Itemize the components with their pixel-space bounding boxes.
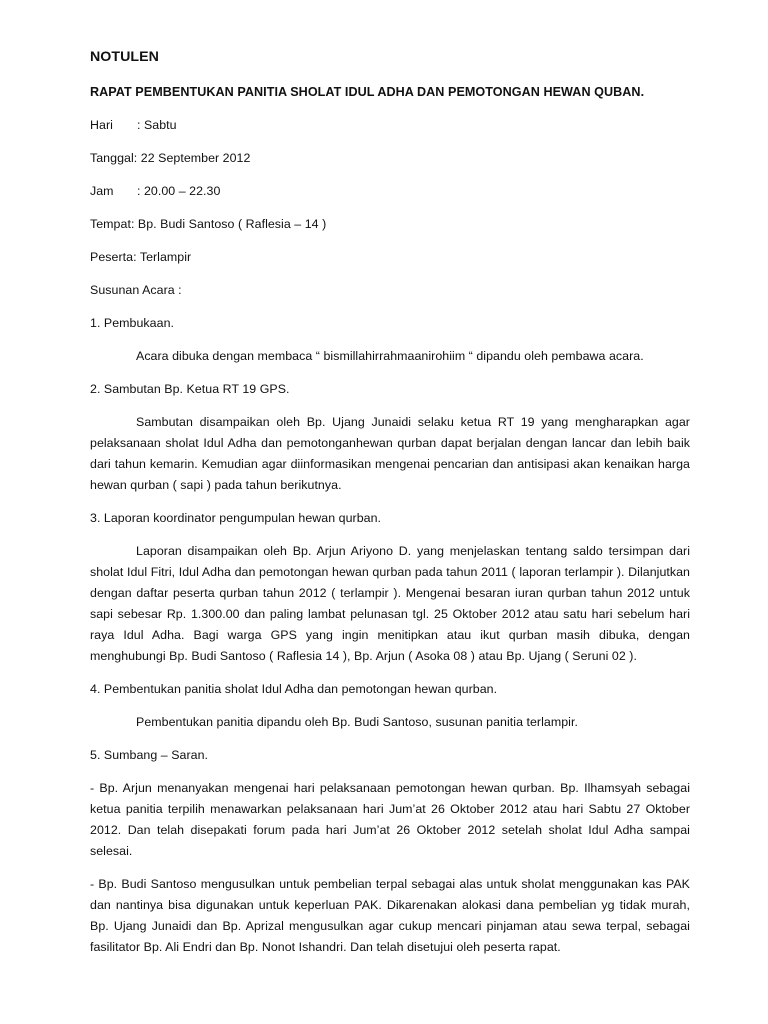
- agenda-item-4-heading: 4. Pembentukan panitia sholat Idul Adha dan pemotongan hewan qurban.: [90, 682, 498, 696]
- agenda-item-3-heading: 3. Laporan koordinator pengumpulan hewan qurban.: [90, 511, 382, 525]
- field-peserta-label: Peserta: [90, 250, 134, 264]
- agenda-item-5-heading: 5. Sumbang – Saran.: [90, 748, 209, 762]
- field-tempat-value: : Bp. Budi Santoso ( Raflesia – 14 ): [130, 217, 327, 231]
- field-hari-label: Hari: [90, 118, 113, 132]
- field-tempat: [90, 214, 690, 235]
- field-hari: [90, 115, 690, 136]
- field-tanggal: [90, 148, 690, 169]
- agenda-item-2-body: Sambutan disampaikan oleh Bp. Ujang Junaidi selaku ketua RT 19 yang mengharapkan agar pelaksanaan sholat Idul Adha dan pemotonganhewan qurban dapat berjalan dengan lancar dan lebih baik dari tahun kemarin. Kemudian agar diinformasikan mengenai pencarian dan antisipasi akan kenaikan harga hewan qurban ( sapi ) pada tahun berikutnya.: [90, 415, 690, 492]
- field-jam-label: Jam: [90, 184, 114, 198]
- field-tanggal-label: Tanggal: [90, 151, 134, 165]
- agenda-item-1-body: Acara dibuka dengan membaca “ bismillahirrahmaanirohiim “ dipandu oleh pembawa acara.: [136, 349, 644, 363]
- agenda-item-2-heading: 2. Sambutan Bp. Ketua RT 19 GPS.: [90, 382, 290, 396]
- agenda-item-1-heading: 1. Pembukaan.: [90, 316, 174, 330]
- document-subtitle: RAPAT PEMBENTUKAN PANITIA SHOLAT IDUL ADHA DAN PEMOTONGAN HEWAN QUBAN.: [90, 85, 645, 99]
- agenda-item-3-body: Laporan disampaikan oleh Bp. Arjun Ariyono D. yang menjelaskan tentang saldo tersimpan dari sholat Idul Fitri, Idul Adha dan pemotongan hewan qurban pada tahun 2011 ( laporan terlampir ). Dilanjutkan dengan daftar peserta qurban tahun 2012 ( terlampir ). Mengenai besaran iuran qurban tahun 2012 untuk sapi sebesar Rp. 1.300.00 dan paling lambat pelunasan tgl. 25 Oktober 2012 atau satu hari sebelum hari raya Idul Adha. Bagi warga GPS yang ingin menitipkan atau ikut qurban masih dibuka, dengan menghubungi Bp. Budi Santoso ( Raflesia 14 ), Bp. Arjun ( Asoka 08 ) atau Bp. Ujang ( Seruni 02 ).: [90, 544, 690, 663]
- field-jam-value: : 20.00 – 22.30: [137, 184, 221, 198]
- field-tanggal-value: : 22 September 2012: [133, 151, 251, 165]
- field-tempat-label: Tempat: [90, 217, 131, 231]
- document-title: NOTULEN: [90, 49, 159, 65]
- agenda-heading: Susunan Acara :: [90, 283, 182, 297]
- agenda-item-4-body: Pembentukan panitia dipandu oleh Bp. Budi Santoso, susunan panitia terlampir.: [136, 715, 578, 729]
- meeting-minutes: [90, 44, 690, 970]
- suggestion-1: - Bp. Arjun menanyakan mengenai hari pelaksanaan pemotongan hewan qurban. Bp. Ilhamsyah sebagai ketua panitia terpilih menawarkan pelaksanaan hari Jum’at 26 Oktober 2012 atau hari Sabtu 27 Oktober 2012. Dan telah disepakati forum pada hari Jum’at 26 Oktober 2012 setelah sholat Idul Adha sampai selesai.: [90, 781, 690, 858]
- field-jam: [90, 181, 690, 202]
- field-peserta-value: : Terlampir: [133, 250, 192, 264]
- field-hari-value: : Sabtu: [137, 118, 177, 132]
- suggestion-2: - Bp. Budi Santoso mengusulkan untuk pembelian terpal sebagai alas untuk sholat menggunakan kas PAK dan nantinya bisa digunakan untuk keperluan PAK. Dikarenakan alokasi dana pembelian yg tidak murah, Bp. Ujang Junaidi dan Bp. Aprizal mengusulkan agar cukup mencari pinjaman atau sewa terpal, sebagai fasilitator Bp. Ali Endri dan Bp. Nonot Ishandri. Dan telah disetujui oleh peserta rapat.: [90, 877, 690, 954]
- field-peserta: [90, 247, 690, 268]
